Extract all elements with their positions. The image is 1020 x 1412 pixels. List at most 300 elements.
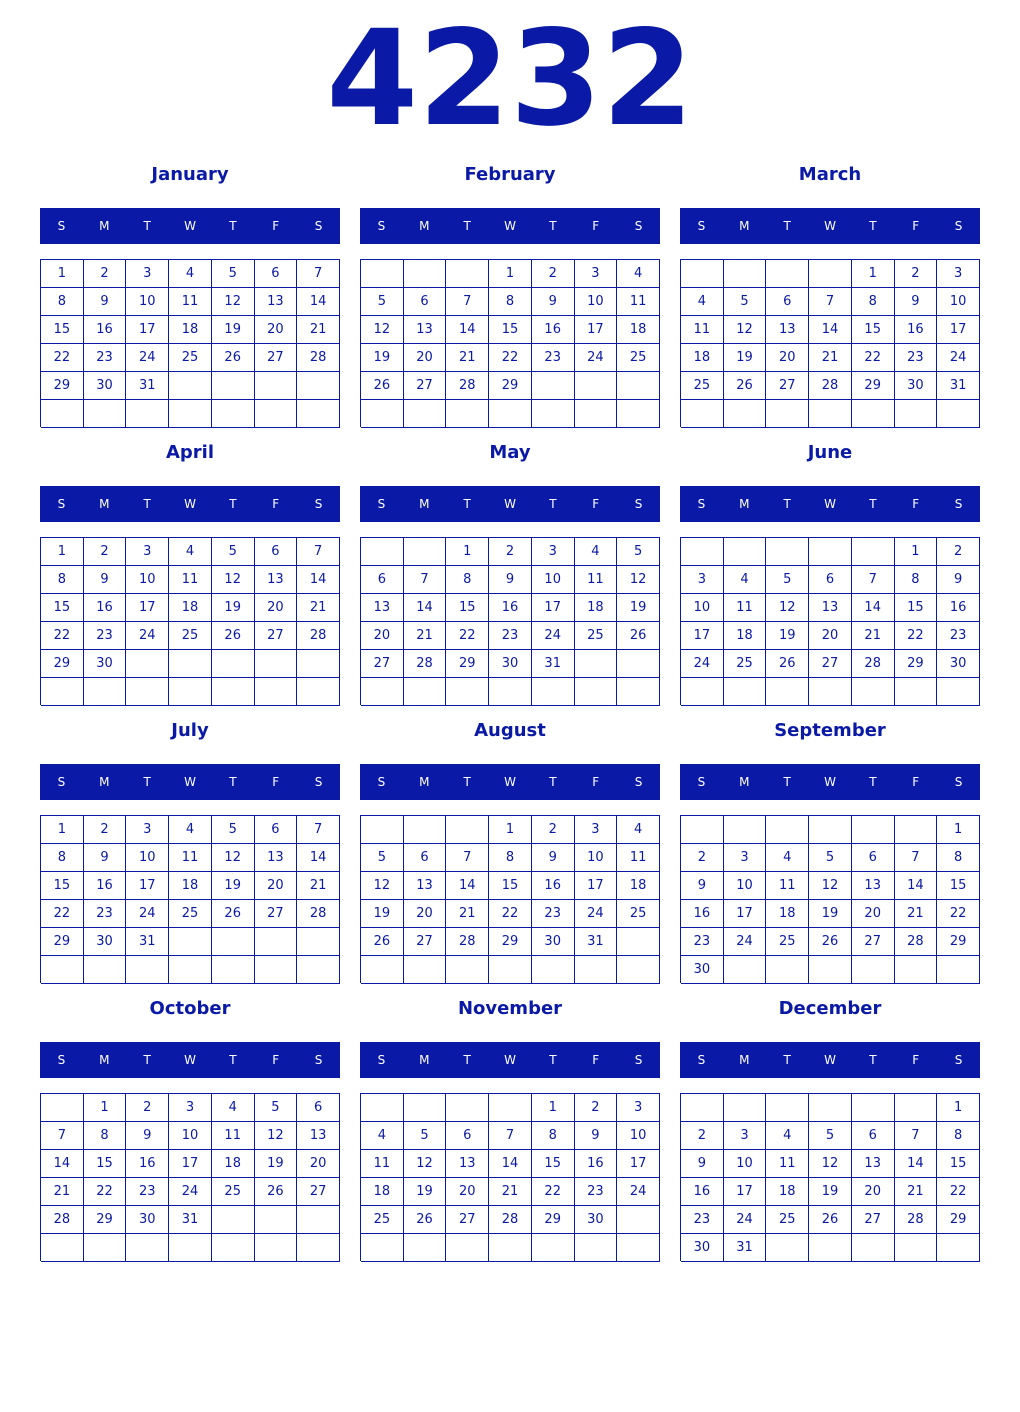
day-cell[interactable]: 30 <box>895 372 938 400</box>
day-cell[interactable]: 23 <box>84 900 127 928</box>
day-cell[interactable]: 21 <box>297 316 340 344</box>
day-cell[interactable]: 3 <box>724 1122 767 1150</box>
day-cell[interactable]: 2 <box>937 538 980 566</box>
day-cell[interactable]: 1 <box>41 538 84 566</box>
day-cell[interactable]: 12 <box>809 872 852 900</box>
day-cell[interactable]: 9 <box>126 1122 169 1150</box>
day-cell[interactable]: 27 <box>852 928 895 956</box>
day-cell[interactable]: 9 <box>84 566 127 594</box>
day-cell[interactable]: 14 <box>895 1150 938 1178</box>
day-cell[interactable]: 14 <box>41 1150 84 1178</box>
day-cell[interactable]: 1 <box>41 260 84 288</box>
day-cell[interactable]: 20 <box>255 872 298 900</box>
day-cell[interactable]: 30 <box>126 1206 169 1234</box>
day-cell[interactable]: 9 <box>84 288 127 316</box>
day-cell[interactable]: 4 <box>617 260 660 288</box>
day-cell[interactable]: 20 <box>766 344 809 372</box>
day-cell[interactable]: 20 <box>852 1178 895 1206</box>
day-cell[interactable]: 29 <box>937 928 980 956</box>
day-cell[interactable]: 16 <box>937 594 980 622</box>
day-cell[interactable]: 25 <box>724 650 767 678</box>
day-cell[interactable]: 17 <box>126 594 169 622</box>
day-cell[interactable]: 6 <box>852 1122 895 1150</box>
day-cell[interactable]: 7 <box>297 538 340 566</box>
day-cell[interactable]: 25 <box>617 900 660 928</box>
day-cell[interactable]: 4 <box>766 1122 809 1150</box>
day-cell[interactable]: 24 <box>126 344 169 372</box>
day-cell[interactable]: 19 <box>809 900 852 928</box>
day-cell[interactable]: 2 <box>895 260 938 288</box>
day-cell[interactable]: 21 <box>852 622 895 650</box>
day-cell[interactable]: 19 <box>212 872 255 900</box>
day-cell[interactable]: 26 <box>255 1178 298 1206</box>
day-cell[interactable]: 12 <box>361 872 404 900</box>
day-cell[interactable]: 31 <box>575 928 618 956</box>
day-cell[interactable]: 27 <box>297 1178 340 1206</box>
day-cell[interactable]: 20 <box>809 622 852 650</box>
day-cell[interactable]: 19 <box>361 344 404 372</box>
day-cell[interactable]: 11 <box>617 844 660 872</box>
day-cell[interactable]: 9 <box>532 288 575 316</box>
day-cell[interactable]: 26 <box>212 344 255 372</box>
day-cell[interactable]: 7 <box>809 288 852 316</box>
day-cell[interactable]: 5 <box>361 844 404 872</box>
day-cell[interactable]: 25 <box>169 900 212 928</box>
day-cell[interactable]: 8 <box>532 1122 575 1150</box>
day-cell[interactable]: 14 <box>809 316 852 344</box>
day-cell[interactable]: 28 <box>809 372 852 400</box>
day-cell[interactable]: 10 <box>724 872 767 900</box>
day-cell[interactable]: 6 <box>404 844 447 872</box>
day-cell[interactable]: 9 <box>681 872 724 900</box>
day-cell[interactable]: 9 <box>575 1122 618 1150</box>
day-cell[interactable]: 4 <box>169 538 212 566</box>
day-cell[interactable]: 1 <box>41 816 84 844</box>
day-cell[interactable]: 5 <box>212 816 255 844</box>
day-cell[interactable]: 1 <box>852 260 895 288</box>
day-cell[interactable]: 30 <box>532 928 575 956</box>
day-cell[interactable]: 21 <box>446 900 489 928</box>
day-cell[interactable]: 8 <box>895 566 938 594</box>
day-cell[interactable]: 10 <box>724 1150 767 1178</box>
day-cell[interactable]: 18 <box>766 900 809 928</box>
day-cell[interactable]: 27 <box>404 372 447 400</box>
day-cell[interactable]: 3 <box>126 816 169 844</box>
day-cell[interactable]: 19 <box>255 1150 298 1178</box>
day-cell[interactable]: 1 <box>84 1094 127 1122</box>
day-cell[interactable]: 8 <box>489 844 532 872</box>
day-cell[interactable]: 12 <box>212 566 255 594</box>
day-cell[interactable]: 1 <box>489 816 532 844</box>
day-cell[interactable]: 16 <box>84 594 127 622</box>
day-cell[interactable]: 25 <box>361 1206 404 1234</box>
day-cell[interactable]: 16 <box>126 1150 169 1178</box>
day-cell[interactable]: 25 <box>766 928 809 956</box>
day-cell[interactable]: 9 <box>532 844 575 872</box>
day-cell[interactable]: 19 <box>724 344 767 372</box>
day-cell[interactable]: 6 <box>404 288 447 316</box>
day-cell[interactable]: 23 <box>681 1206 724 1234</box>
day-cell[interactable]: 26 <box>361 372 404 400</box>
day-cell[interactable]: 19 <box>766 622 809 650</box>
day-cell[interactable]: 3 <box>575 260 618 288</box>
day-cell[interactable]: 11 <box>766 1150 809 1178</box>
day-cell[interactable]: 31 <box>126 928 169 956</box>
day-cell[interactable]: 16 <box>895 316 938 344</box>
day-cell[interactable]: 7 <box>489 1122 532 1150</box>
day-cell[interactable]: 10 <box>169 1122 212 1150</box>
day-cell[interactable]: 22 <box>41 344 84 372</box>
day-cell[interactable]: 15 <box>489 316 532 344</box>
day-cell[interactable]: 24 <box>681 650 724 678</box>
day-cell[interactable]: 20 <box>404 344 447 372</box>
day-cell[interactable]: 30 <box>84 928 127 956</box>
day-cell[interactable]: 4 <box>169 816 212 844</box>
day-cell[interactable]: 5 <box>212 260 255 288</box>
day-cell[interactable]: 30 <box>489 650 532 678</box>
day-cell[interactable]: 24 <box>126 622 169 650</box>
day-cell[interactable]: 4 <box>617 816 660 844</box>
day-cell[interactable]: 19 <box>212 594 255 622</box>
day-cell[interactable]: 13 <box>297 1122 340 1150</box>
day-cell[interactable]: 14 <box>297 566 340 594</box>
day-cell[interactable]: 11 <box>617 288 660 316</box>
day-cell[interactable]: 12 <box>212 844 255 872</box>
day-cell[interactable]: 25 <box>766 1206 809 1234</box>
day-cell[interactable]: 17 <box>681 622 724 650</box>
day-cell[interactable]: 16 <box>532 872 575 900</box>
day-cell[interactable]: 2 <box>84 538 127 566</box>
day-cell[interactable]: 29 <box>41 650 84 678</box>
day-cell[interactable]: 8 <box>937 1122 980 1150</box>
day-cell[interactable]: 18 <box>681 344 724 372</box>
day-cell[interactable]: 21 <box>489 1178 532 1206</box>
day-cell[interactable]: 8 <box>41 288 84 316</box>
day-cell[interactable]: 21 <box>446 344 489 372</box>
day-cell[interactable]: 29 <box>41 928 84 956</box>
day-cell[interactable]: 18 <box>575 594 618 622</box>
day-cell[interactable]: 27 <box>809 650 852 678</box>
day-cell[interactable]: 17 <box>532 594 575 622</box>
day-cell[interactable]: 12 <box>724 316 767 344</box>
day-cell[interactable]: 28 <box>41 1206 84 1234</box>
day-cell[interactable]: 12 <box>617 566 660 594</box>
day-cell[interactable]: 13 <box>255 844 298 872</box>
day-cell[interactable]: 13 <box>404 316 447 344</box>
day-cell[interactable]: 3 <box>126 260 169 288</box>
day-cell[interactable]: 30 <box>84 372 127 400</box>
day-cell[interactable]: 8 <box>852 288 895 316</box>
day-cell[interactable]: 24 <box>575 900 618 928</box>
day-cell[interactable]: 23 <box>489 622 532 650</box>
day-cell[interactable]: 5 <box>766 566 809 594</box>
day-cell[interactable]: 27 <box>852 1206 895 1234</box>
day-cell[interactable]: 17 <box>169 1150 212 1178</box>
day-cell[interactable]: 10 <box>681 594 724 622</box>
day-cell[interactable]: 22 <box>937 1178 980 1206</box>
day-cell[interactable]: 2 <box>84 816 127 844</box>
day-cell[interactable]: 27 <box>255 344 298 372</box>
day-cell[interactable]: 26 <box>361 928 404 956</box>
day-cell[interactable]: 14 <box>297 844 340 872</box>
day-cell[interactable]: 6 <box>297 1094 340 1122</box>
day-cell[interactable]: 31 <box>126 372 169 400</box>
day-cell[interactable]: 17 <box>724 900 767 928</box>
day-cell[interactable]: 10 <box>937 288 980 316</box>
day-cell[interactable]: 16 <box>84 316 127 344</box>
day-cell[interactable]: 7 <box>41 1122 84 1150</box>
day-cell[interactable]: 3 <box>575 816 618 844</box>
day-cell[interactable]: 19 <box>809 1178 852 1206</box>
day-cell[interactable]: 26 <box>212 622 255 650</box>
day-cell[interactable]: 18 <box>169 872 212 900</box>
day-cell[interactable]: 31 <box>169 1206 212 1234</box>
day-cell[interactable]: 24 <box>724 928 767 956</box>
day-cell[interactable]: 13 <box>809 594 852 622</box>
day-cell[interactable]: 15 <box>937 1150 980 1178</box>
day-cell[interactable]: 3 <box>169 1094 212 1122</box>
day-cell[interactable]: 5 <box>255 1094 298 1122</box>
day-cell[interactable]: 22 <box>446 622 489 650</box>
day-cell[interactable]: 23 <box>575 1178 618 1206</box>
day-cell[interactable]: 4 <box>681 288 724 316</box>
day-cell[interactable]: 31 <box>532 650 575 678</box>
day-cell[interactable]: 20 <box>404 900 447 928</box>
day-cell[interactable]: 20 <box>852 900 895 928</box>
day-cell[interactable]: 14 <box>404 594 447 622</box>
day-cell[interactable]: 18 <box>617 872 660 900</box>
day-cell[interactable]: 24 <box>126 900 169 928</box>
day-cell[interactable]: 6 <box>446 1122 489 1150</box>
day-cell[interactable]: 14 <box>446 316 489 344</box>
day-cell[interactable]: 15 <box>41 594 84 622</box>
day-cell[interactable]: 31 <box>937 372 980 400</box>
day-cell[interactable]: 28 <box>446 372 489 400</box>
day-cell[interactable]: 6 <box>809 566 852 594</box>
day-cell[interactable]: 25 <box>617 344 660 372</box>
day-cell[interactable]: 7 <box>404 566 447 594</box>
day-cell[interactable]: 11 <box>681 316 724 344</box>
day-cell[interactable]: 15 <box>532 1150 575 1178</box>
day-cell[interactable]: 4 <box>724 566 767 594</box>
day-cell[interactable]: 28 <box>895 1206 938 1234</box>
day-cell[interactable]: 23 <box>895 344 938 372</box>
day-cell[interactable]: 8 <box>446 566 489 594</box>
day-cell[interactable]: 16 <box>532 316 575 344</box>
day-cell[interactable]: 30 <box>937 650 980 678</box>
day-cell[interactable]: 8 <box>84 1122 127 1150</box>
day-cell[interactable]: 28 <box>297 900 340 928</box>
day-cell[interactable]: 28 <box>489 1206 532 1234</box>
day-cell[interactable]: 27 <box>766 372 809 400</box>
day-cell[interactable]: 25 <box>169 622 212 650</box>
day-cell[interactable]: 8 <box>489 288 532 316</box>
day-cell[interactable]: 27 <box>361 650 404 678</box>
day-cell[interactable]: 22 <box>532 1178 575 1206</box>
day-cell[interactable]: 22 <box>895 622 938 650</box>
day-cell[interactable]: 24 <box>617 1178 660 1206</box>
day-cell[interactable]: 22 <box>489 900 532 928</box>
day-cell[interactable]: 12 <box>212 288 255 316</box>
day-cell[interactable]: 22 <box>852 344 895 372</box>
day-cell[interactable]: 7 <box>895 844 938 872</box>
day-cell[interactable]: 15 <box>41 316 84 344</box>
day-cell[interactable]: 4 <box>575 538 618 566</box>
day-cell[interactable]: 18 <box>169 594 212 622</box>
day-cell[interactable]: 29 <box>489 372 532 400</box>
day-cell[interactable]: 13 <box>255 288 298 316</box>
day-cell[interactable]: 23 <box>937 622 980 650</box>
day-cell[interactable]: 28 <box>297 622 340 650</box>
day-cell[interactable]: 25 <box>575 622 618 650</box>
day-cell[interactable]: 20 <box>297 1150 340 1178</box>
day-cell[interactable]: 5 <box>809 1122 852 1150</box>
day-cell[interactable]: 25 <box>212 1178 255 1206</box>
day-cell[interactable]: 8 <box>41 566 84 594</box>
day-cell[interactable]: 15 <box>41 872 84 900</box>
day-cell[interactable]: 29 <box>532 1206 575 1234</box>
day-cell[interactable]: 3 <box>532 538 575 566</box>
day-cell[interactable]: 2 <box>84 260 127 288</box>
day-cell[interactable]: 6 <box>255 538 298 566</box>
day-cell[interactable]: 16 <box>681 900 724 928</box>
day-cell[interactable]: 23 <box>532 900 575 928</box>
day-cell[interactable]: 10 <box>126 566 169 594</box>
day-cell[interactable]: 18 <box>766 1178 809 1206</box>
day-cell[interactable]: 11 <box>361 1150 404 1178</box>
day-cell[interactable]: 28 <box>404 650 447 678</box>
day-cell[interactable]: 11 <box>169 566 212 594</box>
day-cell[interactable]: 21 <box>895 1178 938 1206</box>
day-cell[interactable]: 29 <box>937 1206 980 1234</box>
day-cell[interactable]: 5 <box>361 288 404 316</box>
day-cell[interactable]: 5 <box>617 538 660 566</box>
day-cell[interactable]: 14 <box>895 872 938 900</box>
day-cell[interactable]: 18 <box>617 316 660 344</box>
day-cell[interactable]: 8 <box>41 844 84 872</box>
day-cell[interactable]: 15 <box>489 872 532 900</box>
day-cell[interactable]: 6 <box>852 844 895 872</box>
day-cell[interactable]: 19 <box>212 316 255 344</box>
day-cell[interactable]: 8 <box>937 844 980 872</box>
day-cell[interactable]: 21 <box>297 872 340 900</box>
day-cell[interactable]: 13 <box>852 872 895 900</box>
day-cell[interactable]: 24 <box>937 344 980 372</box>
day-cell[interactable]: 20 <box>255 316 298 344</box>
day-cell[interactable]: 21 <box>404 622 447 650</box>
day-cell[interactable]: 20 <box>255 594 298 622</box>
day-cell[interactable]: 16 <box>681 1178 724 1206</box>
day-cell[interactable]: 3 <box>681 566 724 594</box>
day-cell[interactable]: 23 <box>84 344 127 372</box>
day-cell[interactable]: 20 <box>361 622 404 650</box>
day-cell[interactable]: 29 <box>446 650 489 678</box>
day-cell[interactable]: 2 <box>681 844 724 872</box>
day-cell[interactable]: 29 <box>895 650 938 678</box>
day-cell[interactable]: 9 <box>489 566 532 594</box>
day-cell[interactable]: 12 <box>809 1150 852 1178</box>
day-cell[interactable]: 10 <box>617 1122 660 1150</box>
day-cell[interactable]: 4 <box>212 1094 255 1122</box>
day-cell[interactable]: 27 <box>404 928 447 956</box>
day-cell[interactable]: 26 <box>212 900 255 928</box>
day-cell[interactable]: 17 <box>126 872 169 900</box>
day-cell[interactable]: 7 <box>446 844 489 872</box>
day-cell[interactable]: 17 <box>937 316 980 344</box>
day-cell[interactable]: 1 <box>446 538 489 566</box>
day-cell[interactable]: 10 <box>575 288 618 316</box>
day-cell[interactable]: 17 <box>724 1178 767 1206</box>
day-cell[interactable]: 24 <box>169 1178 212 1206</box>
day-cell[interactable]: 28 <box>895 928 938 956</box>
day-cell[interactable]: 12 <box>766 594 809 622</box>
day-cell[interactable]: 24 <box>532 622 575 650</box>
day-cell[interactable]: 11 <box>724 594 767 622</box>
day-cell[interactable]: 30 <box>681 956 724 984</box>
day-cell[interactable]: 18 <box>724 622 767 650</box>
day-cell[interactable]: 14 <box>489 1150 532 1178</box>
day-cell[interactable]: 17 <box>575 316 618 344</box>
day-cell[interactable]: 14 <box>852 594 895 622</box>
day-cell[interactable]: 5 <box>212 538 255 566</box>
day-cell[interactable]: 13 <box>852 1150 895 1178</box>
day-cell[interactable]: 2 <box>489 538 532 566</box>
day-cell[interactable]: 6 <box>361 566 404 594</box>
day-cell[interactable]: 1 <box>532 1094 575 1122</box>
day-cell[interactable]: 23 <box>84 622 127 650</box>
day-cell[interactable]: 7 <box>297 260 340 288</box>
day-cell[interactable]: 21 <box>297 594 340 622</box>
day-cell[interactable]: 7 <box>297 816 340 844</box>
day-cell[interactable]: 11 <box>766 872 809 900</box>
day-cell[interactable]: 11 <box>575 566 618 594</box>
day-cell[interactable]: 12 <box>361 316 404 344</box>
day-cell[interactable]: 2 <box>532 260 575 288</box>
day-cell[interactable]: 22 <box>84 1178 127 1206</box>
day-cell[interactable]: 3 <box>126 538 169 566</box>
day-cell[interactable]: 5 <box>404 1122 447 1150</box>
day-cell[interactable]: 1 <box>489 260 532 288</box>
day-cell[interactable]: 29 <box>489 928 532 956</box>
day-cell[interactable]: 23 <box>681 928 724 956</box>
day-cell[interactable]: 15 <box>84 1150 127 1178</box>
day-cell[interactable]: 13 <box>361 594 404 622</box>
day-cell[interactable]: 20 <box>446 1178 489 1206</box>
day-cell[interactable]: 11 <box>212 1122 255 1150</box>
day-cell[interactable]: 23 <box>126 1178 169 1206</box>
day-cell[interactable]: 18 <box>212 1150 255 1178</box>
day-cell[interactable]: 17 <box>575 872 618 900</box>
day-cell[interactable]: 15 <box>937 872 980 900</box>
day-cell[interactable]: 2 <box>532 816 575 844</box>
day-cell[interactable]: 29 <box>852 372 895 400</box>
day-cell[interactable]: 9 <box>937 566 980 594</box>
day-cell[interactable]: 19 <box>404 1178 447 1206</box>
day-cell[interactable]: 27 <box>446 1206 489 1234</box>
day-cell[interactable]: 22 <box>937 900 980 928</box>
day-cell[interactable]: 27 <box>255 622 298 650</box>
day-cell[interactable]: 7 <box>852 566 895 594</box>
day-cell[interactable]: 18 <box>361 1178 404 1206</box>
day-cell[interactable]: 16 <box>575 1150 618 1178</box>
day-cell[interactable]: 15 <box>446 594 489 622</box>
day-cell[interactable]: 25 <box>681 372 724 400</box>
day-cell[interactable]: 22 <box>489 344 532 372</box>
day-cell[interactable]: 16 <box>84 872 127 900</box>
day-cell[interactable]: 25 <box>169 344 212 372</box>
day-cell[interactable]: 9 <box>895 288 938 316</box>
day-cell[interactable]: 11 <box>169 844 212 872</box>
